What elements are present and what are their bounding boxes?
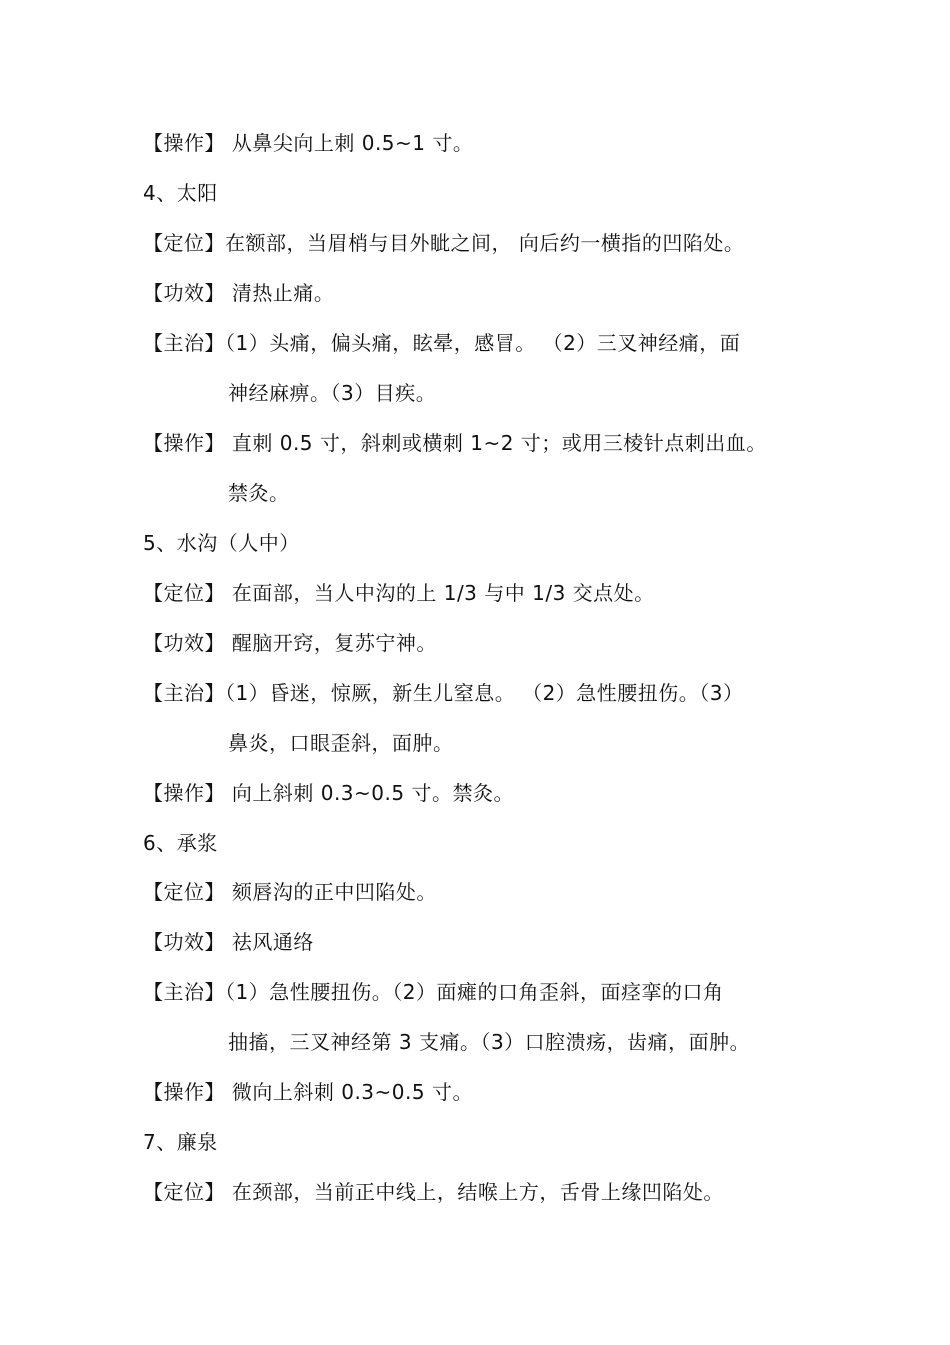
location-text: 【定位】 颏唇沟的正中凹陷处。 (143, 880, 437, 904)
effect-text: 【功效】 祛风通络 (143, 930, 314, 954)
indication-text: 【主治】（1）急性腰扭伤。（2）面瘫的口角歪斜，面痉挛的口角 (143, 980, 724, 1004)
effect-text: 【功效】 醒脑开窍，复苏宁神。 (143, 631, 437, 655)
section-heading-taiyang: 4、太阳 (143, 181, 218, 205)
location-text: 【定位】在额部，当眉梢与目外眦之间， 向后约一横指的凹陷处。 (143, 231, 745, 255)
operation-text: 【操作】 从鼻尖向上刺 0.5~1 寸。 (143, 131, 474, 155)
operation-text: 【操作】 微向上斜刺 0.3~0.5 寸。 (143, 1080, 473, 1104)
location-text: 【定位】 在面部，当人中沟的上 1/3 与中 1/3 交点处。 (143, 581, 655, 605)
indication-text: 【主治】（1）头痛，偏头痛，眩晕，感冒。 （2）三叉神经痛，面 (143, 331, 741, 355)
operation-text: 【操作】 直刺 0.5 寸，斜刺或横刺 1~2 寸；或用三棱针点刺出血。 (143, 431, 767, 455)
operation-continued-text: 禁灸。 (228, 481, 290, 505)
indication-continued-text: 鼻炎，口眼歪斜，面肿。 (228, 731, 454, 755)
operation-text: 【操作】 向上斜刺 0.3~0.5 寸。禁灸。 (143, 781, 514, 805)
section-heading-chengjiang: 6、承浆 (143, 831, 218, 855)
section-heading-shuigou: 5、水沟（人中） (143, 531, 300, 555)
location-text: 【定位】 在颈部，当前正中线上，结喉上方，舌骨上缘凹陷处。 (143, 1180, 724, 1204)
indication-text: 【主治】（1）昏迷，惊厥，新生儿窒息。 （2）急性腰扭伤。（3） (143, 681, 744, 705)
section-heading-lianquan: 7、廉泉 (143, 1130, 218, 1154)
indication-continued-text: 抽搐，三叉神经第 3 支痛。（3）口腔溃疡，齿痛，面肿。 (228, 1030, 751, 1054)
effect-text: 【功效】 清热止痛。 (143, 281, 335, 305)
indication-continued-text: 神经麻痹。（3）目疾。 (228, 381, 437, 405)
